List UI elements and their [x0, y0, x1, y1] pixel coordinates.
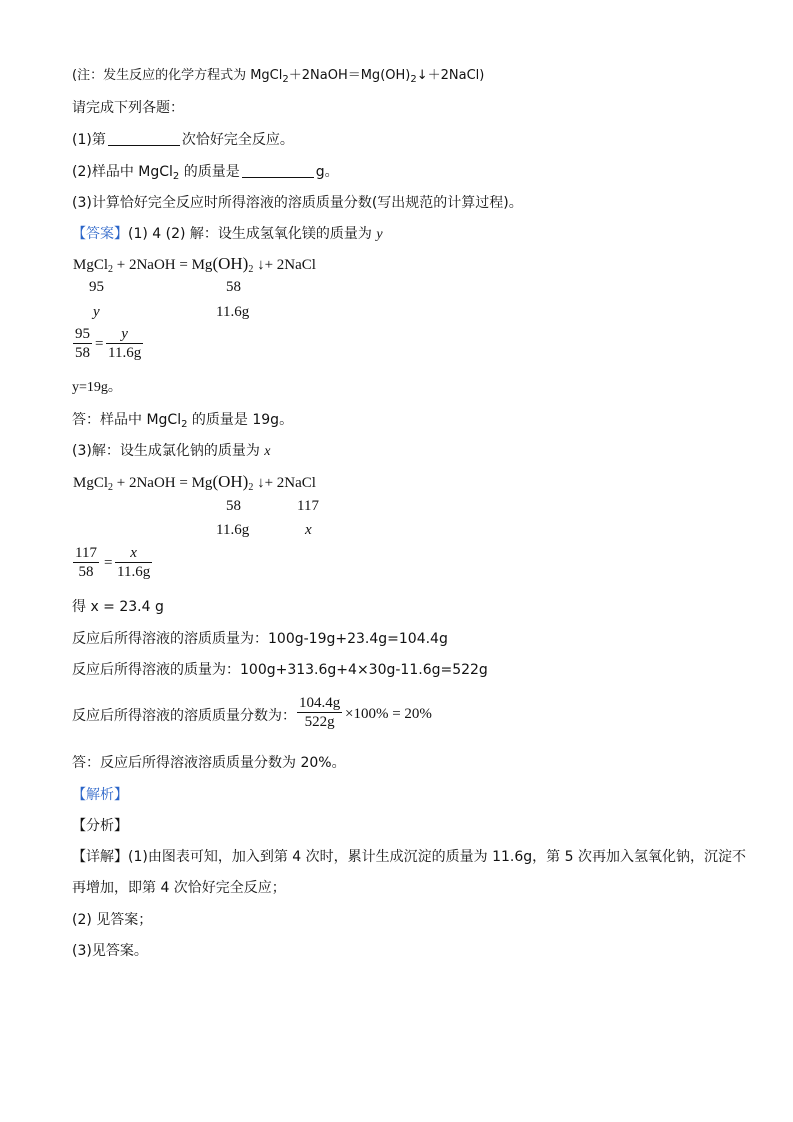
eq2-ratio-mid: 58: [226, 498, 241, 514]
note-prefix: (注：发生反应的化学方程式为 MgCl: [72, 68, 283, 83]
question-2: [72, 162, 339, 187]
equation-2: [73, 472, 316, 498]
analysis-head: 【分析】: [72, 818, 128, 834]
frac1-left-num: 95: [75, 326, 90, 342]
frac1-left-den: 58: [75, 345, 90, 361]
answer-tag: 【答案】: [72, 226, 128, 242]
detail-2: (2) 见答案；: [72, 912, 153, 928]
equation-1: [73, 254, 316, 280]
note-sub: 2: [282, 74, 289, 85]
frac1-right-num: y: [121, 326, 128, 342]
eq2-sub1: 2: [108, 482, 114, 493]
eq1-mass-left: y: [93, 304, 100, 320]
eq2-sub2: 2: [248, 482, 254, 493]
eq1-sub1: 2: [108, 264, 114, 275]
q2-mid: 的质量是: [179, 164, 240, 180]
frac1-right-den: 11.6g: [108, 345, 142, 361]
eq2-mass-right: x: [305, 522, 312, 538]
q2-blank: [242, 163, 314, 178]
answer-intro-var: y: [376, 227, 383, 242]
eq1-mass-mid: 11.6g: [216, 304, 250, 320]
question-1: [72, 130, 294, 150]
frac2-right-den: 11.6g: [117, 564, 151, 580]
eq2-main: MgCl: [73, 475, 109, 491]
frac2-left-den: 58: [78, 564, 94, 580]
fraction-1-right: [106, 325, 143, 362]
note-tail: ↓＋2NaCl): [416, 68, 485, 83]
question-3: (3)计算恰好完全反应时所得溶液的溶质质量分数(写出规范的计算过程)。: [72, 195, 523, 211]
eq1-ratio-left: 95: [89, 279, 104, 295]
detail-3: (3)见答案。: [72, 943, 148, 959]
frac2-left-num: 117: [75, 545, 97, 561]
note-sub-2: 2: [410, 74, 417, 85]
part3-text: (3)解：设生成氯化钠的质量为: [72, 443, 265, 459]
eq1-mid: + 2NaOH = Mg: [113, 257, 213, 273]
detail-line-2: 再增加，即第 4 次恰好完全反应；: [72, 880, 286, 896]
detail-tag: 【详解】: [72, 849, 128, 865]
fraction-den: 522g: [304, 714, 335, 730]
x-result: 得 x = 23.4 g: [72, 599, 164, 615]
fraction-2-left: [73, 544, 99, 581]
answer-intro: (1) 4 (2) 解：设生成氢氧化镁的质量为: [128, 226, 377, 242]
fraction-rest: ×100% = 20%: [345, 706, 432, 722]
reaction-note: [72, 66, 484, 90]
fraction-2-right: [115, 544, 152, 581]
answer-line: [72, 224, 383, 245]
q2-before: (2)样品中 MgCl: [72, 164, 173, 180]
fraction-1-left: [73, 325, 92, 362]
frac1-equals: =: [95, 336, 104, 352]
q1-after: 次恰好完全反应。: [181, 132, 294, 148]
answer2-sub: 2: [181, 419, 188, 430]
note-suffix: ＋2NaOH＝Mg(OH): [288, 68, 411, 83]
analysis-tag: 【解析】: [72, 787, 128, 803]
eq1-ratio-mid: 58: [226, 279, 241, 295]
eq1-sub2: 2: [248, 264, 254, 275]
eq2-oh: (OH): [212, 472, 249, 491]
fraction-num: 104.4g: [299, 695, 341, 711]
part-3-intro: [72, 441, 271, 462]
fraction-line-label: 反应后所得溶液的溶质质量分数为：: [72, 708, 296, 724]
detail-text-1: (1)由图表可知，加入到第 4 次时，累计生成沉淀的质量为 11.6g，第 5 次再加入氢氧化钠，沉淀不: [128, 849, 746, 865]
y-result: y=19g。: [72, 380, 122, 395]
eq1-main: MgCl: [73, 257, 109, 273]
eq2-mass-mid: 11.6g: [216, 522, 250, 538]
eq1-oh: (OH): [212, 254, 249, 273]
detail-line-1: [72, 847, 746, 867]
solution-mass: 反应后所得溶液的质量为：100g+313.6g+4×30g-11.6g=522g: [72, 662, 488, 678]
q2-sub: 2: [172, 171, 180, 182]
q2-after: g。: [315, 164, 339, 180]
q1-blank: [108, 131, 180, 146]
answer-2: [72, 410, 293, 435]
eq1-tail: ↓+ 2NaCl: [253, 257, 316, 273]
answer2-after: 的质量是 19g。: [187, 412, 294, 428]
eq2-tail: ↓+ 2NaCl: [253, 475, 316, 491]
part3-var: x: [264, 444, 271, 459]
answer2-before: 答：样品中 MgCl: [72, 412, 182, 428]
prompt: 请完成下列各题：: [72, 100, 184, 116]
mass-fraction: [297, 694, 342, 731]
final-answer: 答：反应后所得溶液溶质质量分数为 20%。: [72, 755, 346, 771]
eq2-ratio-right: 117: [297, 498, 319, 514]
frac2-right-num: x: [130, 545, 137, 561]
eq2-mid: + 2NaOH = Mg: [113, 475, 213, 491]
frac2-equals: =: [104, 555, 113, 571]
q1-before: (1)第: [72, 132, 106, 148]
solute-mass: 反应后所得溶液的溶质质量为：100g-19g+23.4g=104.4g: [72, 631, 448, 647]
